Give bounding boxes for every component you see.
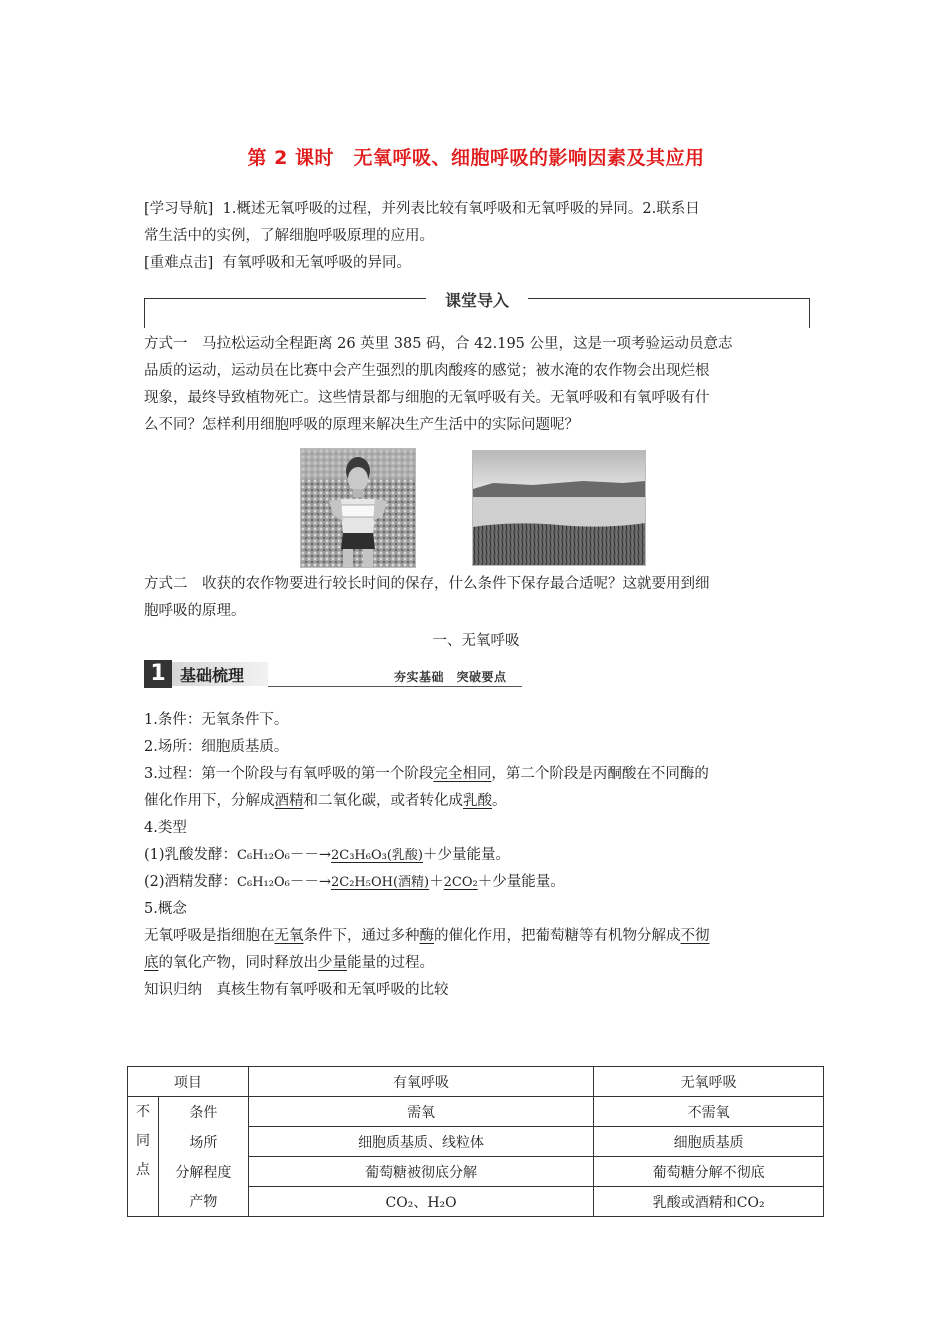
class-intro-banner	[144, 288, 810, 330]
intro1-line3: 现象，最终导致植物死亡。这些情景都与细胞的无氧呼吸有关。无氧呼吸和有氧呼吸有什	[144, 390, 710, 406]
header-anaerobic: 无氧呼吸	[594, 1067, 824, 1097]
concept-line2: 底的氧化产物，同时释放出少量能量的过程。	[144, 955, 434, 971]
section-subtitle: 夯实基础 突破要点	[394, 670, 507, 684]
page-title: 第 2 课时 无氧呼吸、细胞呼吸的影响因素及其应用	[247, 147, 705, 169]
row-aerobic: 细胞质基质、线粒体	[248, 1127, 593, 1157]
guide-label: [学习导航]	[144, 201, 214, 217]
item-process-line1: 3.过程：第一个阶段与有氧呼吸的第一个阶段完全相同，第二个阶段是丙酮酸在不同酶的	[144, 766, 709, 782]
item-location: 2.场所：细胞质基质。	[144, 739, 289, 755]
anaerobic-content	[144, 707, 808, 1004]
key-text: 有氧呼吸和无氧呼吸的异同。	[222, 255, 412, 271]
respiration-comparison-table	[127, 1066, 824, 1217]
guide-line2: 常生活中的实例，了解细胞呼吸原理的应用。	[144, 228, 434, 244]
row-item: 分解程度	[158, 1157, 248, 1187]
header-item: 项目	[128, 1067, 249, 1097]
row-item: 条件	[158, 1097, 248, 1127]
intro2-line2: 胞呼吸的原理。	[144, 603, 246, 619]
guide-line1: 1.概述无氧呼吸的过程，并列表比较有氧呼吸和无氧呼吸的异同。2.联系日	[222, 201, 700, 217]
intro-method-two	[144, 571, 808, 625]
table-row	[128, 1127, 824, 1157]
flooded-field-photo	[472, 450, 646, 566]
marathon-runner-photo	[300, 448, 416, 568]
intro2-line1: 方式二 收获的农作物要进行较长时间的保存，什么条件下保存最合适呢？这就要用到细	[144, 576, 710, 592]
item-condition: 1.条件：无氧条件下。	[144, 712, 289, 728]
table-row	[128, 1097, 824, 1127]
knowledge-summary: 知识归纳 真核生物有氧呼吸和无氧呼吸的比较	[144, 982, 449, 998]
intro1-line1: 方式一 马拉松运动全程距离 26 英里 385 码，合 42.195 公里，这是一项考验运动员意志	[144, 336, 733, 352]
row-anaerobic: 葡萄糖分解不彻底	[594, 1157, 824, 1187]
section-heading: 一、无氧呼吸	[432, 633, 520, 649]
table-row	[128, 1187, 824, 1217]
row-item: 场所	[158, 1127, 248, 1157]
row-anaerobic: 乳酸或酒精和CO₂	[594, 1187, 824, 1217]
intro-method-one	[144, 331, 808, 439]
difference-group-cell: 不 同 点	[128, 1097, 159, 1217]
row-anaerobic: 不需氧	[594, 1097, 824, 1127]
learning-guide	[144, 196, 808, 277]
row-item: 产物	[158, 1187, 248, 1217]
section-number: 1	[144, 660, 172, 688]
row-aerobic: 葡萄糖被彻底分解	[248, 1157, 593, 1187]
row-aerobic: CO₂、H₂O	[248, 1187, 593, 1217]
item-concept: 5.概念	[144, 901, 187, 917]
table-header-row	[128, 1067, 824, 1097]
concept-line1: 无氧呼吸是指细胞在无氧条件下，通过多种酶的催化作用，把葡萄糖等有机物分解成不彻	[144, 928, 710, 944]
row-aerobic: 需氧	[248, 1097, 593, 1127]
lactic-fermentation-equation: (1)乳酸发酵：C₆H₁₂O₆－－→2C₃H₆O₃(乳酸)＋少量能量。	[144, 847, 510, 863]
alcohol-fermentation-equation: (2)酒精发酵：C₆H₁₂O₆－－→2C₂H₅OH(酒精)＋2CO₂＋少量能量。	[144, 874, 565, 890]
header-aerobic: 有氧呼吸	[248, 1067, 593, 1097]
table-row	[128, 1157, 824, 1187]
key-label: [重难点击]	[144, 255, 214, 271]
item-types: 4.类型	[144, 820, 187, 836]
basics-section-bar	[144, 660, 524, 688]
intro1-line4: 么不同？怎样利用细胞呼吸的原理来解决生产生活中的实际问题呢？	[144, 417, 579, 433]
section-title: 基础梳理	[180, 666, 245, 685]
intro1-line2: 品质的运动，运动员在比赛中会产生强烈的肌肉酸疼的感觉；被水淹的农作物会出现烂根	[144, 363, 710, 379]
banner-title: 课堂导入	[444, 291, 509, 310]
item-process-line2: 催化作用下，分解成酒精和二氧化碳，或者转化成乳酸。	[144, 793, 507, 809]
row-anaerobic: 细胞质基质	[594, 1127, 824, 1157]
